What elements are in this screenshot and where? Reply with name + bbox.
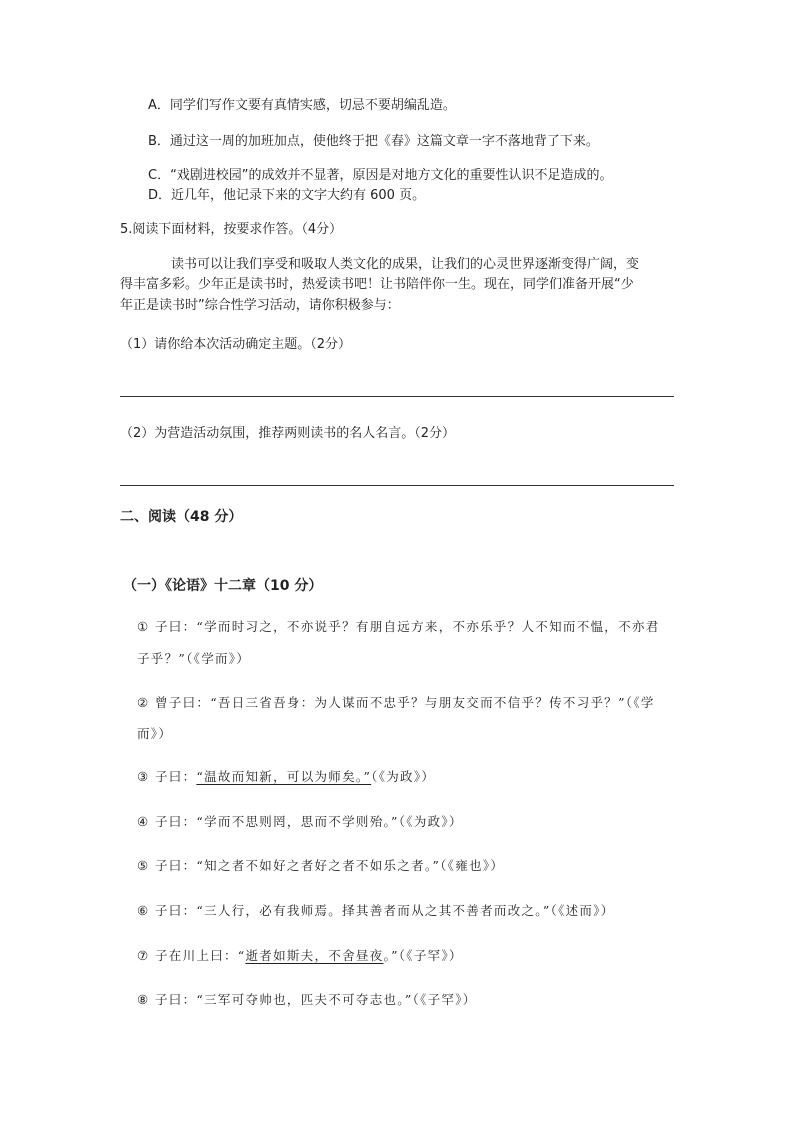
- option-a: A．同学们写作文要有真情实感，切忌不要胡编乱造。: [148, 98, 456, 113]
- item-number-3: ③: [137, 769, 150, 784]
- q5-sub-question-1: （1）请你给本次活动确定主题。（2分）: [120, 337, 352, 352]
- item-number-1: ①: [137, 619, 150, 634]
- item-number-6: ⑥: [137, 903, 150, 918]
- analects-line-2a: ② 曾子曰：“吾日三省吾身：为人谋而不忠乎？与朋友交而不信乎？传不习乎？”（《学: [137, 695, 655, 710]
- analects-line-4: ④ 子曰：“学而不思则罔，思而不学则殆。”（《为政》）: [137, 814, 463, 829]
- analects-line-6: ⑥ 子曰：“三人行，必有我师焉。择其善者而从之其不善者而改之。”（《述而》）: [137, 903, 615, 918]
- analects-line-8: ⑧ 子曰：“三军可夺帅也，匹夫不可夺志也。”（《子罕》）: [137, 992, 477, 1007]
- analects-part-title: （一）《论语》十二章（10 分）: [123, 578, 323, 594]
- underlined-quote-3: “温故而知新，可以为师矣。”: [196, 769, 372, 784]
- option-b: B．通过这一周的加班加点，使他终于把《春》这篇文章一字不落地背了下来。: [148, 134, 599, 149]
- q5-sub-question-2: （2）为营造活动氛围，推荐两则读书的名人名言。（2分）: [120, 426, 456, 441]
- q5-paragraph-line-1: 读书可以让我们享受和吸取人类文化的成果，让我们的心灵世界逐渐变得广阔，变: [171, 257, 640, 272]
- underlined-quote-7: 逝者如斯夫，不舍昼夜: [245, 948, 384, 963]
- analects-line-5: ⑤ 子曰：“知之者不如好之者好之者不如乐之者。”（《雍也》）: [137, 858, 505, 873]
- answer-line-1[interactable]: [120, 396, 674, 397]
- analects-line-1b: 子乎？”（《学而》）: [137, 651, 251, 666]
- analects-line-7: ⑦ 子在川上曰：“逝者如斯夫，不舍昼夜。”（《子罕》）: [137, 948, 463, 963]
- item-number-5: ⑤: [137, 858, 150, 873]
- item-number-8: ⑧: [137, 992, 150, 1007]
- option-d: D．近几年，他记录下来的文字大约有 600 页。: [148, 188, 426, 203]
- question-5-title: 5.阅读下面材料，按要求作答。（4分）: [120, 222, 343, 237]
- q5-paragraph-line-2: 得丰富多彩。少年正是读书时，热爱读书吧！让书陪伴你一生。现在，同学们准备开展“少: [120, 277, 634, 292]
- item-number-4: ④: [137, 814, 150, 829]
- analects-line-1a: ① 子曰：“学而时习之，不亦说乎？有朋自远方来，不亦乐乎？人不知而不愠，不亦君: [137, 619, 660, 634]
- q5-paragraph-line-3: 年正是读书时”综合性学习活动，请你积极参与：: [120, 298, 400, 313]
- item-number-2: ②: [137, 695, 150, 710]
- analects-line-2b: 而》）: [137, 726, 173, 741]
- item-number-7: ⑦: [137, 948, 150, 963]
- section-2-title: 二、阅读（48 分）: [120, 509, 243, 525]
- answer-line-2[interactable]: [120, 485, 674, 486]
- analects-line-3: ③ 子曰：“温故而知新，可以为师矣。”（《为政》）: [137, 769, 436, 784]
- option-c: C．“戏剧进校园”的成效并不显著，原因是对地方文化的重要性认识不足造成的。: [148, 168, 613, 183]
